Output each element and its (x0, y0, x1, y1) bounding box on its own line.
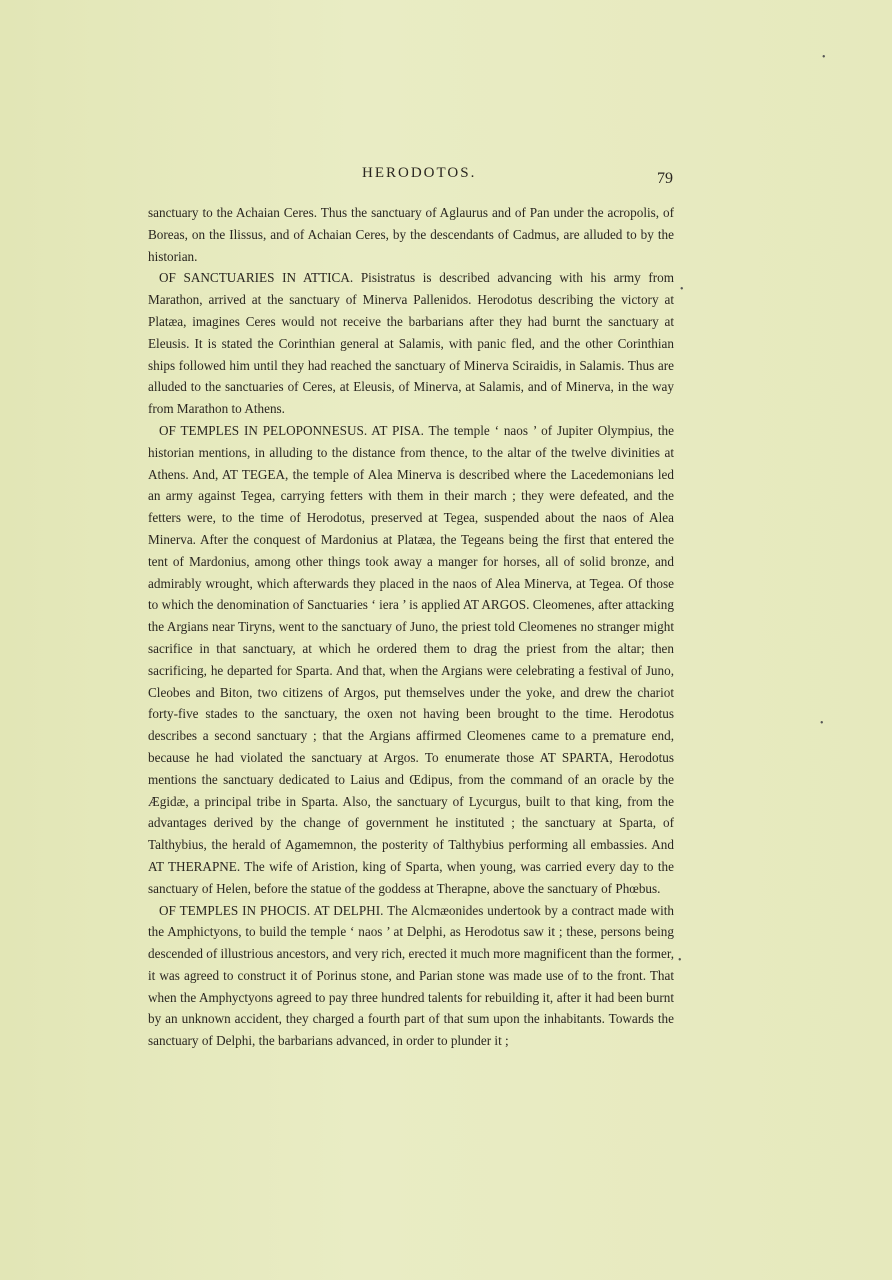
margin-speck: • (680, 284, 684, 295)
paragraph-peloponnesus: OF TEMPLES IN PELOPONNESUS. AT PISA. The temple ‘ naos ’ of Jupiter Olympius, the historian mentions, in alluding to the distance from thence, to the altar of the twelve divinities at Athens. And, AT TEGEA, the temple of Alea Minerva is described where the Lacedemonians led an army against Tegea, carrying fetters with them in their march ; they were defeated, and the fetters were, to the time of Herodotus, preserved at Tegea, suspended about the naos of Alea Minerva. After the conquest of Mardonius at Platæa, the Tegeans being the first that entered the tent of Mardonius, among other things took away a manger for horses, all of solid bronze, and admirably wrought, which afterwards they placed in the naos of Alea Minerva, at Tegea. Of those to which the denomination of Sanctuaries ‘ iera ’ is applied AT ARGOS. Cleomenes, after attacking the Argians near Tiryns, went to the sanctuary of Juno, the priest told Cleomenes no stranger might sacrifice in that sanctuary, at which he ordered them to drag the priest from the altar; then sacrificing, he departed for Sparta. And that, when the Argians were celebrating a festival of Juno, Cleobes and Biton, two citizens of Argos, put themselves under the yoke, and drew the chariot forty-five stades to the sanctuary, the oxen not having been brought to the time. Herodotus describes a second sanctuary ; that the Argians affirmed Cleomenes came to a premature end, because he had violated the sanctuary at Argos. To enumerate those AT SPARTA, Herodotus mentions the sanctuary dedicated to Laius and Œdipus, from the command of an oracle by the Ægidæ, a principal tribe in Sparta. Also, the sanctuary of Lycurgus, built to that king, from the advantages derived by the change of government he instituted ; the sanctuary at Sparta, of Talthybius, the herald of Agamemnon, the posterity of Talthybius performing all embassies. And AT THERAPNE. The wife of Aristion, king of Sparta, when young, was carried every day to the sanctuary of Helen, before the statue of the goddess at Therapne, above the sanctuary of Phœbus. (148, 422, 674, 896)
page-header (0, 165, 892, 195)
paragraph-attica: OF SANCTUARIES IN ATTICA. Pisistratus is described advancing with his army from Marathon, arrived at the sanctuary of Minerva Pallenidos. Herodotus describing the victory at Platæa, imagines Ceres would not receive the barbarians after they had burnt the sanctuary at Eleusis. It is stated the Corinthian general at Salamis, with panic fled, and the other Corinthian ships followed him until they had reached the sanctuary of Minerva Sciraidis, in Salamis. Thus are alluded to the sanctuaries of Ceres, at Eleusis, of Minerva, at Salamis, and of Minerva, in the way from Marathon to Athens. (148, 270, 674, 417)
running-title: HERODOTOS. (362, 165, 477, 181)
margin-speck: • (822, 52, 826, 63)
margin-speck: • (820, 718, 824, 729)
body-text (148, 202, 674, 1052)
page-number: 79 (657, 170, 673, 187)
margin-speck: • (678, 955, 682, 966)
paragraph-continuation: sanctuary to the Achaian Ceres. Thus the sanctuary of Aglaurus and of Pan under the acropolis, of Boreas, on the Ilissus, and of Achaian Ceres, by the descendants of Cadmus, are alluded to by the historian. (148, 205, 674, 264)
paragraph-phocis: OF TEMPLES IN PHOCIS. AT DELPHI. The Alcmæonides undertook by a contract made with the Amphictyons, to build the temple ‘ naos ’ at Delphi, as Herodotus saw it ; these, persons being descended of illustrious ancestors, and very rich, erected it much more magnificent than the former, it was agreed to construct it of Porinus stone, and Parian stone was made use of to the front. That when the Amphyctyons agreed to pay three hundred talents for rebuilding it, after it had been burnt by an unknown accident, they charged a fourth part of that sum upon the inhabitants. Towards the sanctuary of Delphi, the barbarians advanced, in order to plunder it ; (148, 902, 674, 1049)
